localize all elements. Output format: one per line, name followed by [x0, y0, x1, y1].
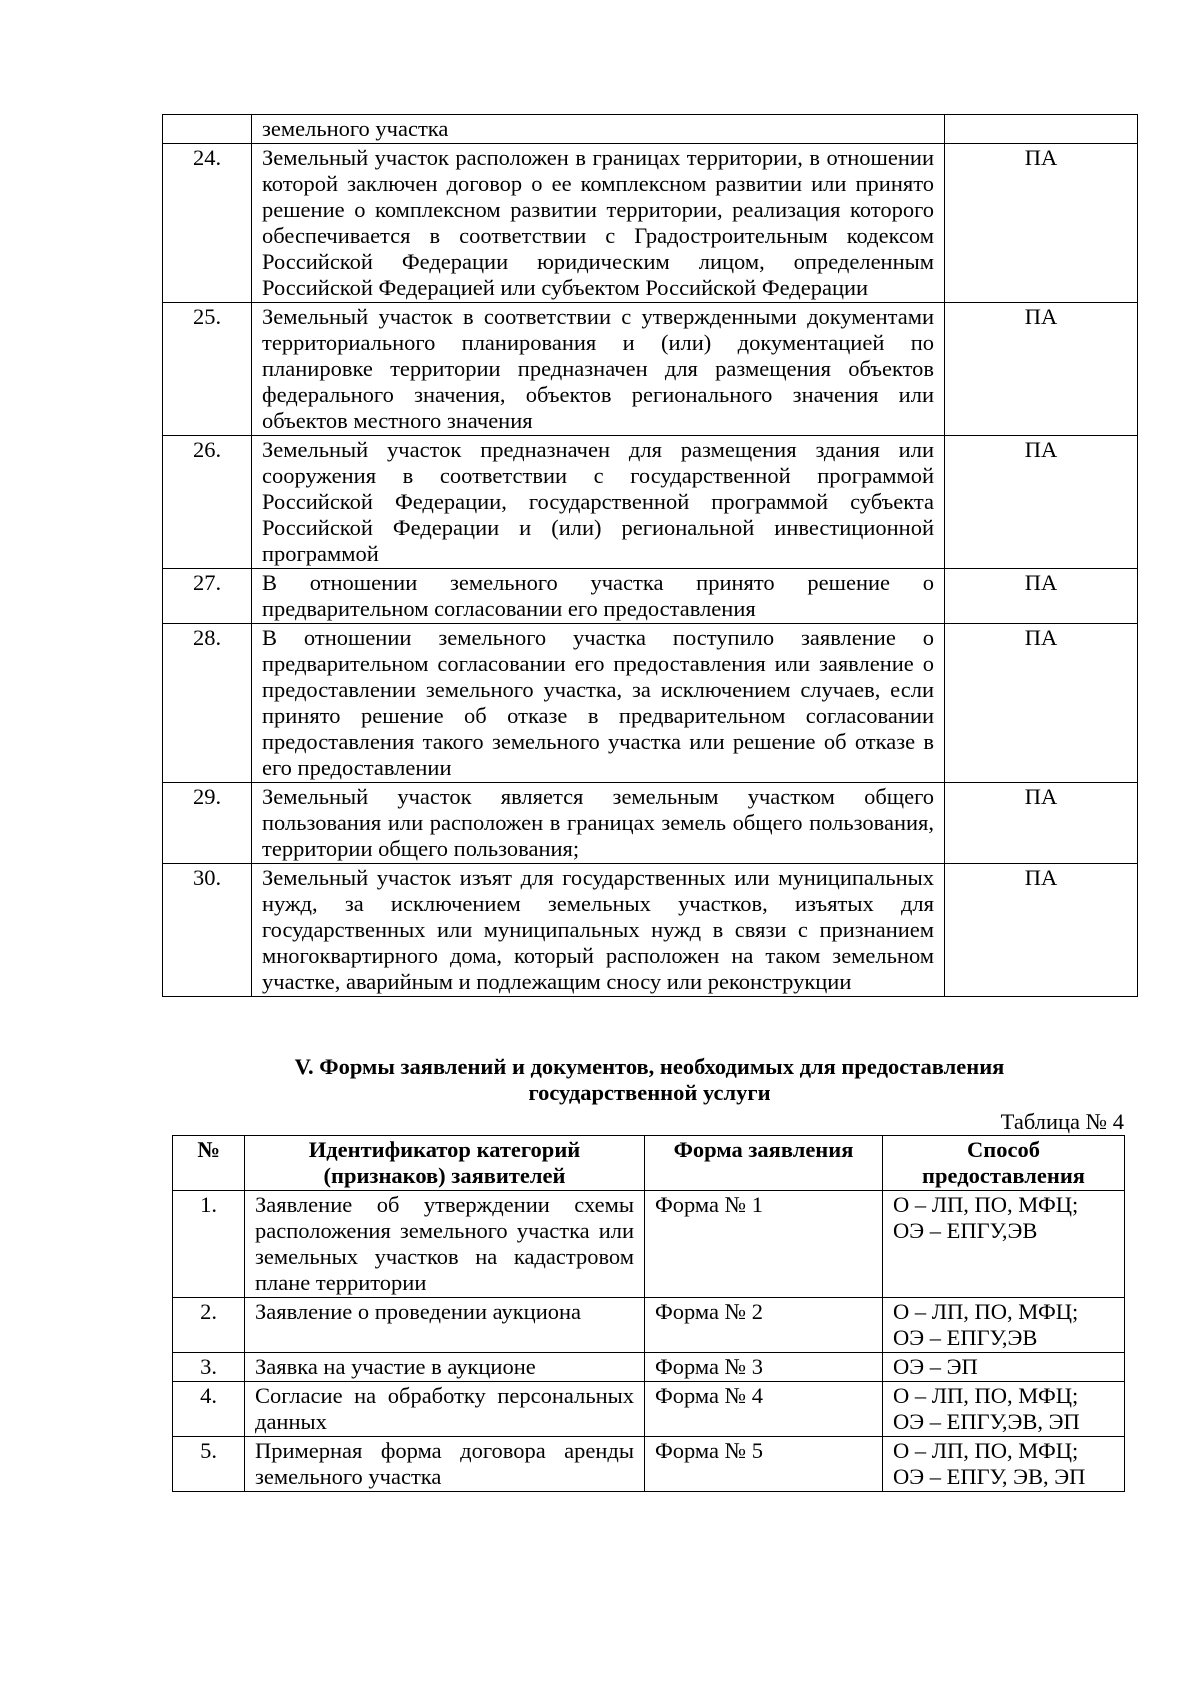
row-number: 1. [173, 1191, 245, 1298]
row-number: 24. [163, 144, 252, 303]
table-row [163, 115, 1138, 144]
row-identifier: Заявка на участие в аукционе [245, 1353, 645, 1382]
method-line: О – ЛП, ПО, МФЦ; [893, 1383, 1079, 1408]
table-row [173, 1191, 1125, 1298]
row-text: Земельный участок предназначен для размещения здания или сооружения в соответствии с государственной программой Российской Федерации, государственной программой субъекта Российской Федерации и (или) региональной инвестиционной программой [252, 436, 945, 569]
row-code [945, 115, 1138, 144]
row-form: Форма № 4 [645, 1382, 883, 1437]
row-text: Земельный участок изъят для государственных или муниципальных нужд, за исключением земельных участков, изъятых для государственных или муниципальных нужд в связи с признанием многоквартирного дома, который расположен на таком земельном участке, аварийным и подлежащим сносу или реконструкции [252, 864, 945, 997]
row-text: Земельный участок является земельным участком общего пользования или расположен в границах земель общего пользования, территории общего пользования; [252, 783, 945, 864]
row-number: 3. [173, 1353, 245, 1382]
row-code: ПА [945, 569, 1138, 624]
row-code: ПА [945, 303, 1138, 436]
table-row [163, 864, 1138, 997]
header-identifier: Идентификатор категорий (признаков) заявителей [245, 1136, 645, 1191]
refusal-grounds-table [162, 114, 1138, 997]
header-method: Способ предоставления [883, 1136, 1125, 1191]
row-method [883, 1191, 1125, 1298]
method-line: О – ЛП, ПО, МФЦ; [893, 1299, 1079, 1324]
row-code: ПА [945, 436, 1138, 569]
row-number: 25. [163, 303, 252, 436]
method-line: ОЭ – ЭП [893, 1354, 978, 1379]
row-text: Земельный участок в соответствии с утвержденными документами территориального планирования и (или) документацией по планировке территории предназначен для размещения объектов федерального значения, объектов регионального значения или объектов местного значения [252, 303, 945, 436]
table-row [173, 1437, 1125, 1492]
row-identifier: Примерная форма договора аренды земельного участка [245, 1437, 645, 1492]
row-number: 29. [163, 783, 252, 864]
table-row [173, 1382, 1125, 1437]
row-number: 26. [163, 436, 252, 569]
section-heading-line-2: государственной услуги [528, 1080, 771, 1105]
method-line: ОЭ – ЕПГУ,ЭВ, ЭП [893, 1409, 1080, 1434]
table-row [163, 569, 1138, 624]
table-row [173, 1353, 1125, 1382]
table-caption: Таблица № 4 [1000, 1109, 1124, 1134]
row-text: земельного участка [252, 115, 945, 144]
row-number: 27. [163, 569, 252, 624]
method-line: ОЭ – ЕПГУ, ЭВ, ЭП [893, 1464, 1086, 1489]
row-form: Форма № 3 [645, 1353, 883, 1382]
row-form: Форма № 5 [645, 1437, 883, 1492]
table-row [163, 436, 1138, 569]
row-code: ПА [945, 864, 1138, 997]
header-number: № [173, 1136, 245, 1191]
method-line: О – ЛП, ПО, МФЦ; [893, 1192, 1079, 1217]
method-line: ОЭ – ЕПГУ,ЭВ [893, 1218, 1038, 1243]
row-text: Земельный участок расположен в границах территории, в отношении которой заключен договор о ее комплексном развитии или принято решение о комплексном развитии территории, реализация которого обеспечивается в соответствии с Градостроительным кодексом Российской Федерации юридическим лицом, определенным Российской Федерацией или субъектом Российской Федерации [252, 144, 945, 303]
table-row [163, 303, 1138, 436]
row-number [163, 115, 252, 144]
row-form: Форма № 2 [645, 1298, 883, 1353]
row-method [883, 1298, 1125, 1353]
row-text: В отношении земельного участка принято решение о предварительном согласовании его предоставления [252, 569, 945, 624]
row-text: В отношении земельного участка поступило заявление о предварительном согласовании его предоставления или заявление о предоставлении земельного участка, за исключением случаев, если принято решение об отказе в предварительном согласовании предоставления такого земельного участка или решение об отказе в его предоставлении [252, 624, 945, 783]
section-heading [162, 1054, 1137, 1106]
row-form: Форма № 1 [645, 1191, 883, 1298]
row-identifier: Согласие на обработку персональных данных [245, 1382, 645, 1437]
table-row [163, 783, 1138, 864]
row-method [883, 1437, 1125, 1492]
row-number: 30. [163, 864, 252, 997]
application-forms-table [172, 1135, 1125, 1492]
method-line: ОЭ – ЕПГУ,ЭВ [893, 1325, 1038, 1350]
row-method [883, 1353, 1125, 1382]
row-code: ПА [945, 783, 1138, 864]
row-method [883, 1382, 1125, 1437]
table-row [163, 624, 1138, 783]
row-identifier: Заявление об утверждении схемы расположения земельного участка или земельных участков на кадастровом плане территории [245, 1191, 645, 1298]
row-number: 5. [173, 1437, 245, 1492]
table-row [173, 1298, 1125, 1353]
row-number: 4. [173, 1382, 245, 1437]
header-form: Форма заявления [645, 1136, 883, 1191]
row-number: 2. [173, 1298, 245, 1353]
table-header-row [173, 1136, 1125, 1191]
row-identifier: Заявление о проведении аукциона [245, 1298, 645, 1353]
row-code: ПА [945, 624, 1138, 783]
method-line: О – ЛП, ПО, МФЦ; [893, 1438, 1079, 1463]
table-row [163, 144, 1138, 303]
section-heading-line-1: V. Формы заявлений и документов, необходимых для предоставления [294, 1054, 1005, 1079]
row-number: 28. [163, 624, 252, 783]
row-code: ПА [945, 144, 1138, 303]
